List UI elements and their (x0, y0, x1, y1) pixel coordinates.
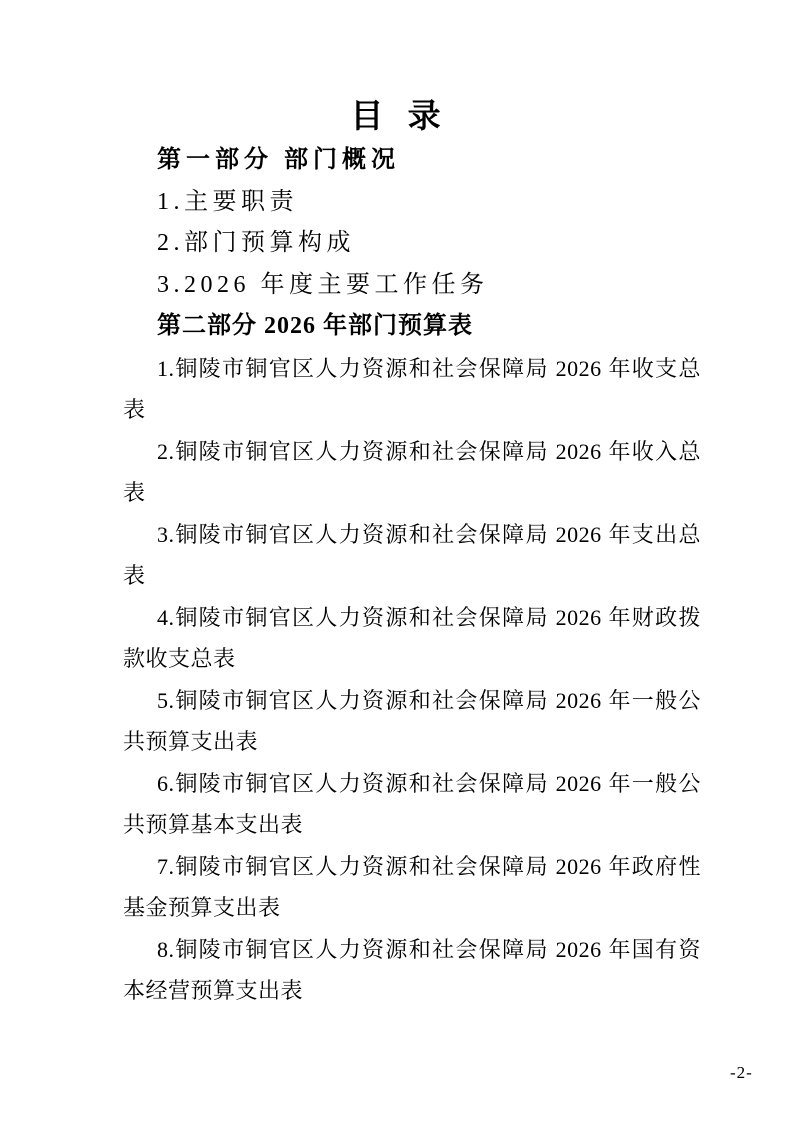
toc-item-line: 基金预算支出表 (123, 895, 281, 920)
toc-item-line: 本经营预算支出表 (123, 978, 304, 1003)
toc-item-line: 8.铜陵市铜官区人力资源和社会保障局 2026 年国有资 (157, 936, 701, 962)
page-number: -2- (730, 1063, 753, 1082)
toc-item: 2.部门预算构成 (157, 230, 355, 256)
toc-item-line: 共预算基本支出表 (123, 812, 304, 837)
toc-item-line: 2.铜陵市铜官区人力资源和社会保障局 2026 年收入总 (157, 438, 701, 464)
toc-content (123, 92, 701, 1012)
toc-item-line: 表 (123, 480, 146, 505)
section-heading-part1: 第一部分 部门概况 (157, 147, 400, 173)
toc-item: 1.主要职责 (157, 188, 298, 215)
toc-item-line: 5.铜陵市铜官区人力资源和社会保障局 2026 年一般公 (157, 687, 701, 713)
toc-item-line: 7.铜陵市铜官区人力资源和社会保障局 2026 年政府性 (157, 853, 701, 879)
page-title: 目 录 (350, 97, 443, 134)
toc-item-line: 款收支总表 (123, 646, 236, 671)
toc-item: 3.2026 年度主要工作任务 (157, 271, 489, 298)
toc-item-line: 4.铜陵市铜官区人力资源和社会保障局 2026 年财政拨 (157, 604, 701, 630)
toc-item-line: 3.铜陵市铜官区人力资源和社会保障局 2026 年支出总 (157, 521, 701, 547)
section-heading-part2: 第二部分 2026 年部门预算表 (157, 313, 473, 339)
toc-item-line: 1.铜陵市铜官区人力资源和社会保障局 2026 年收支总 (157, 355, 701, 381)
toc-item-line: 表 (123, 563, 146, 588)
toc-item-line: 6.铜陵市铜官区人力资源和社会保障局 2026 年一般公 (157, 770, 701, 796)
toc-item-line: 表 (123, 397, 146, 422)
toc-item-line: 共预算支出表 (123, 729, 259, 754)
